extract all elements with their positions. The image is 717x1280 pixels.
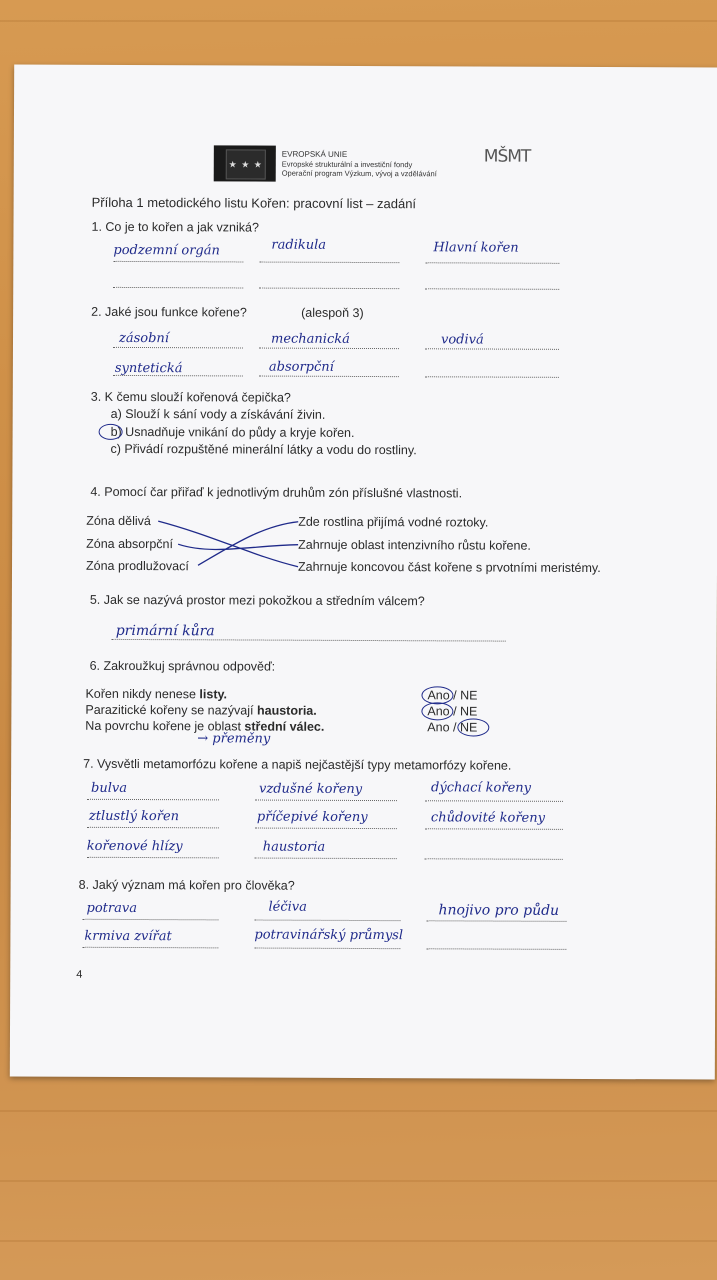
q5-answer: primární kůra [115,622,215,640]
q6-circle-3 [457,718,489,736]
q2-answer-1: zásobní [118,330,170,347]
q6-choice-3: Ano / NE [427,720,478,735]
q2-answer-3: vodivá [440,332,484,348]
q7-answer-1: bulva [91,780,128,796]
q7-answer-3: dýchací kořeny [431,780,532,796]
q8-answer-1: potrava [86,900,137,917]
question-8: 8. Jaký význam má kořen pro člověka? [78,877,295,893]
q3-option-b: b) Usnadňuje vnikání do půdy a kryje kořen. [110,424,355,440]
q6-statement-1: Kořen nikdy nenese listy. [85,686,228,702]
q4-property-1: Zde rostlina přijímá vodné roztoky. [298,514,489,530]
q3-option-c: c) Přivádí rozpuštěné minerální látky a vodu do rostliny. [110,441,417,458]
question-4: 4. Pomocí čar přiřaď k jednotlivým druhům zón příslušné vlastnosti. [90,484,463,501]
eu-line3: Operační program Výzkum, vývoj a vzdělávání [281,168,437,179]
question-2: 2. Jaké jsou funkce kořene? [91,304,247,320]
q7-annotation: → přeměny [197,731,271,747]
q6-circle-2 [421,702,453,720]
q7-answer-8: haustoria [262,839,326,855]
eu-flag-icon: ★ ★ ★ [214,145,276,181]
question-1: 1. Co je to kořen a jak vzniká? [91,219,259,235]
q1-answer-1: podzemní orgán [113,242,220,259]
q7-answer-5: příčepivé kořeny [256,809,368,826]
q7-answer-7: kořenové hlízy [86,838,183,855]
q4-zone-1: Zóna dělivá [86,513,151,529]
q1-answer-3: Hlavní kořen [433,240,519,256]
q7-answer-2: vzdušné kořeny [259,781,363,797]
q6-choice-1: Ano / NE [427,688,478,703]
q6-choice-2: Ano / NE [427,704,478,719]
q2-answer-2: mechanická [270,331,350,347]
question-5: 5. Jak se nazývá prostor mezi pokožkou a středním válcem? [89,592,425,609]
eu-title: EVROPSKÁ UNIE [281,149,348,159]
document-title: Příloha 1 metodického listu Kořen: pracovní list – zadání [91,194,417,212]
q4-zone-2: Zóna absorpční [86,536,174,552]
q4-property-3: Zahrnuje koncovou část kořene s prvotními meristémy. [297,559,601,576]
q8-answer-2: léčiva [268,899,307,915]
question-3: 3. K čemu slouží kořenová čepička? [90,389,291,405]
eu-line2: Evropské strukturální a investiční fondy [281,159,413,170]
q8-answer-5: potravinářský průmysl [254,927,404,944]
question-6: 6. Zakroužkuj správnou odpověď: [89,658,276,674]
q8-answer-3: hnojivo pro půdu [438,902,560,919]
question-7: 7. Vysvětli metamorfózu kořene a napiš nejčastější typy metamorfózy kořene. [83,756,512,773]
worksheet-page [10,64,717,1079]
q6-statement-3: Na povrchu kořene je oblast střední válec. [85,718,325,734]
q2-answer-4: syntetická [114,360,183,377]
q1-answer-2: radikula [271,237,327,253]
q3-option-a: a) Slouží k sání vody a získávání živin. [110,406,326,422]
q2-answer-5: absorpční [268,359,334,375]
question-2-hint: (alespoň 3) [301,305,364,320]
q4-zone-3: Zóna prodlužovací [85,558,189,574]
q4-property-2: Zahrnuje oblast intenzivního růstu kořene. [298,537,531,553]
msmt-logo: MŠMT [483,146,531,167]
q6-statement-2: Parazitické kořeny se nazývají haustoria. [85,702,317,718]
q7-answer-6: chůdovité kořeny [430,810,546,826]
q8-answer-4: krmiva zvířat [84,928,172,945]
page-number: 4 [76,968,83,981]
q7-answer-4: ztlustlý kořen [88,808,180,825]
